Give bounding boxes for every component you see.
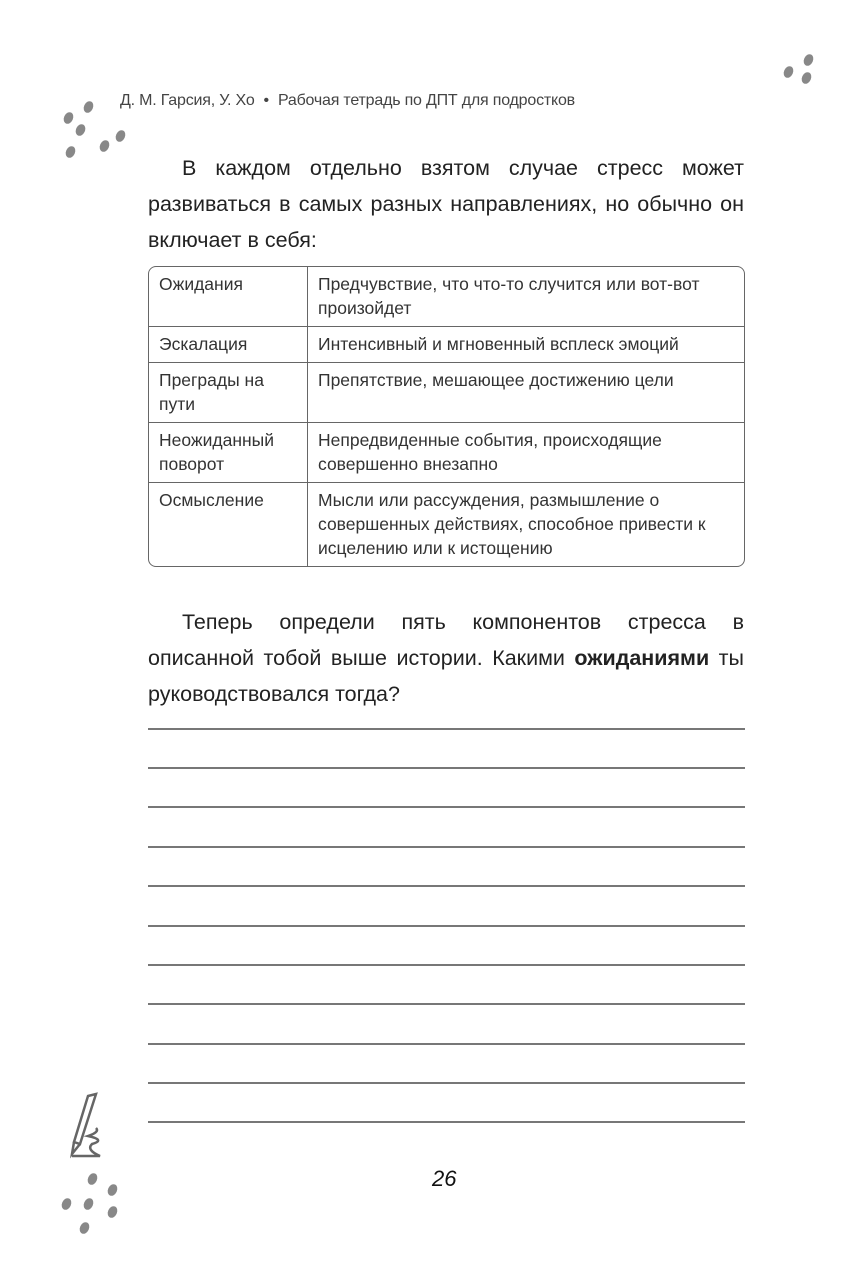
table-definition: Препятствие, мешающее достижению цели	[308, 363, 744, 423]
table-row	[149, 363, 744, 423]
decor-dot	[78, 1221, 91, 1236]
decor-dot	[98, 139, 111, 154]
decor-dot	[82, 1197, 95, 1212]
table-definition: Мысли или рассуждения, размышление о совершенных действиях, способное привести к исцелению или к истощению	[318, 490, 706, 558]
answer-line[interactable]	[148, 964, 745, 966]
table-row	[149, 423, 744, 483]
header	[120, 92, 575, 110]
answer-line[interactable]	[148, 1121, 745, 1123]
answer-line[interactable]	[148, 925, 745, 927]
stress-components-table	[148, 266, 745, 567]
table-row	[149, 327, 744, 363]
pen-icon	[66, 1092, 116, 1162]
table-definition: Предчувствие, что что-то случится или вот-вот произойдет	[308, 267, 744, 327]
decor-dot	[800, 71, 813, 86]
decor-dot	[62, 111, 75, 126]
answer-line[interactable]	[148, 1082, 745, 1084]
answer-line[interactable]	[148, 1003, 745, 1005]
decor-dot	[74, 123, 87, 138]
table-term: Неожиданный поворот	[149, 423, 308, 483]
decor-dot	[106, 1205, 119, 1220]
intro-paragraph: В каждом отдельно взятом случае стресс может развиваться в самых разных направлениях, но обычно он включает в себя:	[148, 156, 744, 252]
table-term: Преграды на пути	[149, 363, 308, 423]
header-separator: •	[263, 92, 269, 109]
decor-dot	[802, 53, 815, 68]
decor-dot	[64, 145, 77, 160]
header-authors: Д. М. Гарсия, У. Хо	[120, 92, 255, 109]
table-definition: Интенсивный и мгновенный всплеск эмоций	[308, 327, 744, 363]
decor-dot	[106, 1183, 119, 1198]
answer-line[interactable]	[148, 767, 745, 769]
table-term: Осмысление	[149, 483, 308, 566]
decor-dot	[86, 1172, 99, 1187]
table-term: Эскалация	[149, 327, 308, 363]
answer-line[interactable]	[148, 885, 745, 887]
answer-line[interactable]	[148, 806, 745, 808]
decor-dot	[82, 100, 95, 115]
answer-line[interactable]	[148, 728, 745, 730]
answer-line[interactable]	[148, 1043, 745, 1045]
table-definition: Непредвиденные события, происходящие совершенно внезапно	[308, 423, 744, 483]
table-term: Ожидания	[149, 267, 308, 327]
decor-dot	[60, 1197, 73, 1212]
decor-dot	[114, 129, 127, 144]
table-row	[149, 483, 744, 566]
table-row	[149, 267, 744, 327]
page-number: 26	[432, 1166, 457, 1191]
answer-line[interactable]	[148, 846, 745, 848]
decor-dot	[782, 65, 795, 80]
header-book-title: Рабочая тетрадь по ДПТ для подростков	[277, 92, 575, 109]
question-paragraph: Теперь определи пять компонентов стресса в описанной тобой выше истории. Какими ожиданиями ты руководствовался тогда?	[148, 610, 744, 706]
